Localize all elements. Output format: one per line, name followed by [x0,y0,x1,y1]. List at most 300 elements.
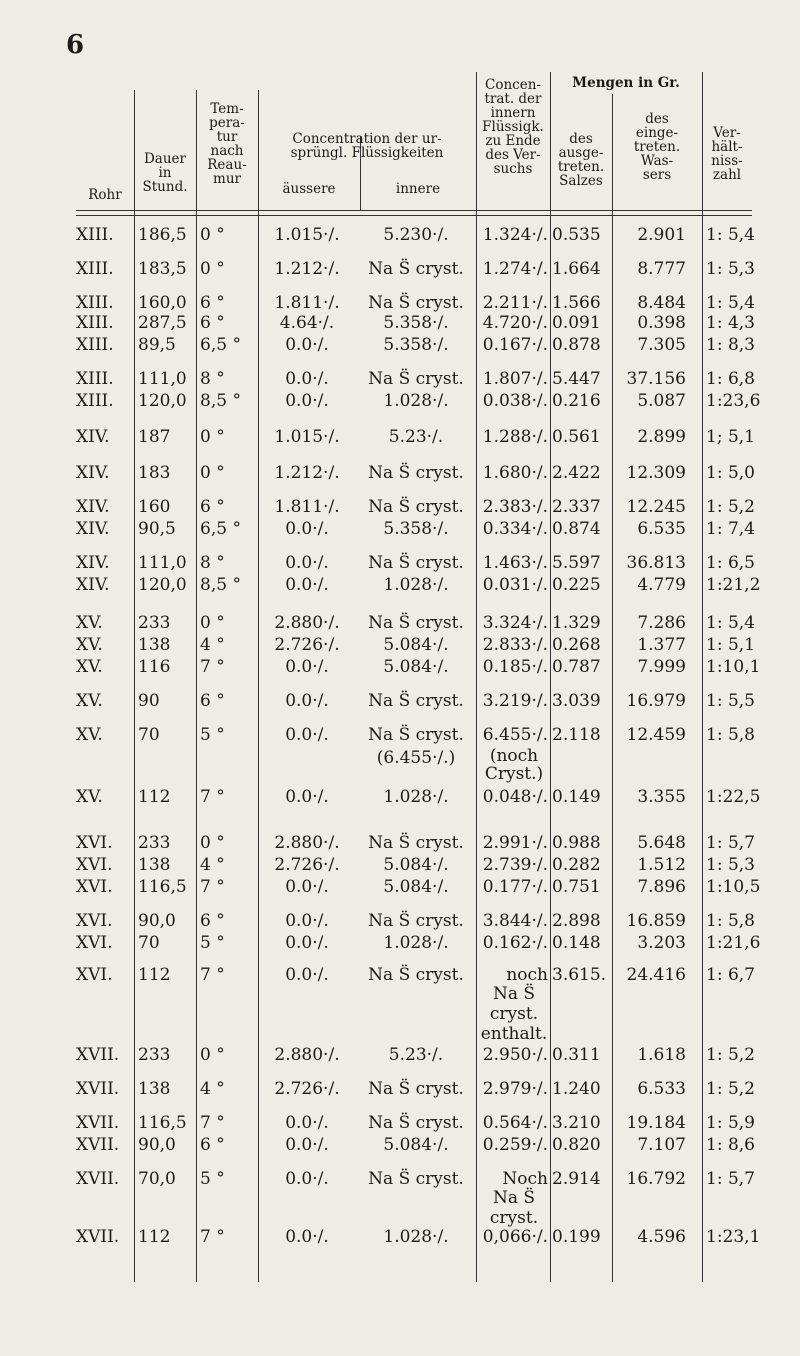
cell-innere: Na S̈ cryst. [368,497,464,517]
cell-conc: 0.259·/. [482,1135,548,1155]
cell-salz: 0.149 [552,787,601,807]
cell-continuation: cryst. [489,1208,539,1228]
cell-rohr: XIII. [76,293,114,313]
cell-innere: Na S̈ cryst. [368,1169,464,1189]
cell-verh: 1: 5,2 [706,1045,755,1065]
header-innere: innere [395,181,441,197]
cell-innere: Na S̈ cryst. [368,1113,464,1133]
cell-verh: 1:23,1 [706,1227,761,1247]
cell-conc: 3.219·/. [482,691,548,711]
cell-verh: 1:10,5 [706,877,761,897]
cell-dauer: 120,0 [138,391,187,411]
cell-conc: 0.162·/. [482,933,548,953]
cell-salz: 0.311 [552,1045,601,1065]
cell-conc: 0.177·/. [482,877,548,897]
cell-verh: 1; 5,1 [706,427,755,447]
cell-rohr: XVI. [76,933,113,953]
cell-verh: 1:21,6 [706,933,761,953]
cell-temp: 0 ° [200,225,225,245]
cell-salz: 3.210 [552,1113,601,1133]
cell-innere: Na S̈ cryst. [368,553,464,573]
cell-dauer: 183 [138,463,171,483]
table-row [76,334,755,358]
cell-innere: Na S̈ cryst. [368,1079,464,1099]
cell-dauer: 90,0 [138,911,176,931]
header-wassers: des einge- treten. Was- sers [633,111,681,183]
cell-rohr: XVII. [76,1113,120,1133]
cell-temp: 8 ° [200,553,225,573]
table-row [76,724,755,748]
cell-rohr: XV. [76,657,103,677]
cell-wasser: 7.305 [637,335,686,355]
cell-aussere: 0.0·/. [285,369,329,389]
table-row [76,574,761,598]
cell-verh: 1: 5,4 [706,293,755,313]
cell-innere: Na S̈ cryst. [368,613,464,633]
cell-conc: 4.720·/. [482,313,548,333]
cell-wasser: 1.512 [637,855,686,875]
cell-temp: 0 ° [200,1045,225,1065]
cell-aussere: 2.726·/. [274,635,340,655]
cell-temp: 0 ° [200,613,225,633]
data-table [76,72,761,1282]
cell-temp: 8 ° [200,369,225,389]
cell-conc: 6.455·/. [482,725,548,745]
cell-aussere: 1.015·/. [274,427,340,447]
cell-wasser: 19.184 [626,1113,686,1133]
cell-conc: 0.185·/. [482,657,548,677]
cell-aussere: 1.015·/. [274,225,340,245]
cell-dauer: 160,0 [138,293,187,313]
cell-verh: 1: 5,0 [706,463,755,483]
cell-dauer: 89,5 [138,335,176,355]
cell-wasser: 7.107 [637,1135,686,1155]
cell-salz: 2.914 [552,1169,601,1189]
cell-rohr: XIII. [76,313,114,333]
cell-salz: 1.329 [552,613,601,633]
table-row [76,1226,761,1250]
cell-wasser: 37.156 [626,369,686,389]
header-concentration-group: Concentration der ur- sprüngl. Flüssigkeiten [290,131,444,161]
cell-dauer: 116 [138,657,171,677]
cell-aussere: 0.0·/. [285,877,329,897]
cell-dauer: 287,5 [138,313,187,333]
cell-innere: 1.028·/. [383,575,449,595]
cell-temp: 4 ° [200,855,225,875]
cell-salz: 2.337 [552,497,601,517]
cell-verh: 1: 5,4 [706,225,755,245]
cell-rohr: XIV. [76,427,110,447]
cell-conc: 3.324·/. [482,613,548,633]
header-dauer: Dauer in Stund. [142,151,188,195]
header-rohr: Rohr [88,187,122,203]
cell-conc: 0.334·/. [482,519,548,539]
cell-innere: 1.028·/. [383,1227,449,1247]
cell-rohr: XIII. [76,335,114,355]
cell-wasser: 36.813 [626,553,686,573]
cell-dauer: 90,5 [138,519,176,539]
table-row [76,854,755,878]
cell-innere: 5.084·/. [383,657,449,677]
cell-verh: 1: 6,7 [706,965,755,985]
cell-conc: 2.991·/. [482,833,548,853]
cell-wasser: 4.779 [637,575,686,595]
cell-wasser: 16.979 [626,691,686,711]
cell-salz: 0.878 [552,335,601,355]
cell-wasser: 7.896 [637,877,686,897]
cell-rohr: XV. [76,635,103,655]
cell-aussere: 1.811·/. [274,293,340,313]
table-row [76,518,755,542]
table-row [76,462,755,486]
cell-temp: 5 ° [200,1169,225,1189]
cell-innere: Na S̈ cryst. [368,293,464,313]
cell-conc: 1.288·/. [482,427,548,447]
table-row [76,1134,755,1158]
cell-verh: 1:22,5 [706,787,761,807]
cell-dauer: 233 [138,833,171,853]
cell-innere: Na S̈ cryst. [368,259,464,279]
header-temperatur: Tem- pera- tur nach Reau- mur [207,101,247,187]
cell-conc: 2.979·/. [482,1079,548,1099]
cell-verh: 1: 5,8 [706,911,755,931]
cell-wasser: 16.792 [626,1169,686,1189]
cell-aussere: 0.0·/. [285,1169,329,1189]
cell-innere: 5.358·/. [383,335,449,355]
cell-aussere: 0.0·/. [285,1227,329,1247]
cell-temp: 6 ° [200,1135,225,1155]
cell-wasser: 12.459 [626,725,686,745]
cell-salz: 0.535 [552,225,601,245]
header-salzes: des ausge- treten. Salzes [557,131,605,189]
cell-verh: 1: 5,2 [706,497,755,517]
cell-dauer: 116,5 [138,877,187,897]
cell-continuation: (6.455·/.) [376,748,456,768]
header-aussere: äussere [282,181,336,197]
cell-dauer: 90,0 [138,1135,176,1155]
table-row [76,656,761,680]
cell-dauer: 112 [138,965,171,985]
cell-wasser: 2.899 [637,427,686,447]
cell-continuation: Na S̈ [492,1188,536,1208]
table-row [76,932,761,956]
cell-innere: Na S̈ cryst. [368,369,464,389]
cell-conc: 2.950·/. [482,1045,548,1065]
cell-salz: 0.091 [552,313,601,333]
cell-verh: 1:23,6 [706,391,761,411]
cell-conc: 0.038·/. [482,391,548,411]
cell-dauer: 187 [138,427,171,447]
cell-dauer: 70,0 [138,1169,176,1189]
cell-temp: 5 ° [200,933,225,953]
cell-salz: 2.422 [552,463,601,483]
cell-aussere: 0.0·/. [285,787,329,807]
cell-verh: 1: 5,7 [706,833,755,853]
cell-dauer: 233 [138,613,171,633]
cell-dauer: 112 [138,787,171,807]
cell-conc: 2.383·/. [482,497,548,517]
cell-innere: 5.358·/. [383,519,449,539]
cell-continuation: enthalt. [480,1024,548,1044]
cell-dauer: 111,0 [138,553,187,573]
cell-verh: 1: 6,5 [706,553,755,573]
cell-innere: 1.028·/. [383,391,449,411]
cell-conc: 0.031·/. [482,575,548,595]
header-verhaeltniss: Ver- hält- niss- zahl [711,125,743,183]
cell-dauer: 233 [138,1045,171,1065]
cell-dauer: 183,5 [138,259,187,279]
cell-aussere: 0.0·/. [285,933,329,953]
cell-innere: 1.028·/. [383,933,449,953]
cell-dauer: 112 [138,1227,171,1247]
cell-salz: 2.898 [552,911,601,931]
cell-dauer: 186,5 [138,225,187,245]
cell-salz: 0.148 [552,933,601,953]
cell-rohr: XVI. [76,965,113,985]
table-row [76,964,755,988]
cell-dauer: 160 [138,497,171,517]
cell-rohr: XVII. [76,1227,120,1247]
cell-temp: 0 ° [200,427,225,447]
cell-verh: 1: 5,9 [706,1113,755,1133]
cell-temp: 0 ° [200,259,225,279]
cell-salz: 1.566 [552,293,601,313]
cell-temp: 4 ° [200,1079,225,1099]
cell-verh: 1: 4,3 [706,313,755,333]
cell-aussere: 0.0·/. [285,725,329,745]
cell-continuation: Cryst.) [484,764,544,784]
cell-wasser: 3.203 [637,933,686,953]
cell-verh: 1: 5,1 [706,635,755,655]
cell-temp: 7 ° [200,1113,225,1133]
cell-verh: 1: 5,2 [706,1079,755,1099]
cell-aussere: 0.0·/. [285,391,329,411]
cell-conc: 0.564·/. [482,1113,548,1133]
cell-rohr: XV. [76,613,103,633]
cell-temp: 6,5 ° [200,335,241,355]
cell-aussere: 0.0·/. [285,657,329,677]
cell-salz: 2.118 [552,725,601,745]
cell-conc: 3.844·/. [482,911,548,931]
header-rule [76,210,752,211]
cell-wasser: 0.398 [637,313,686,333]
cell-wasser: 4.596 [637,1227,686,1247]
cell-dauer: 120,0 [138,575,187,595]
cell-wasser: 16.859 [626,911,686,931]
cell-salz: 3.039 [552,691,601,711]
table-row [76,496,755,520]
cell-salz: 0.874 [552,519,601,539]
cell-conc: 0.048·/. [482,787,548,807]
cell-rohr: XVII. [76,1169,120,1189]
cell-salz: 5.597 [552,553,601,573]
table-row [76,426,755,450]
cell-rohr: XVII. [76,1045,120,1065]
cell-aussere: 0.0·/. [285,553,329,573]
cell-conc: 2.833·/. [482,635,548,655]
cell-wasser: 2.901 [637,225,686,245]
cell-wasser: 5.648 [637,833,686,853]
cell-rohr: XIV. [76,497,110,517]
table-row [76,832,755,856]
cell-wasser: 8.777 [637,259,686,279]
cell-aussere: 1.212·/. [274,259,340,279]
cell-salz: 0.561 [552,427,601,447]
cell-aussere: 2.726·/. [274,855,340,875]
cell-verh: 1: 8,3 [706,335,755,355]
cell-innere: Na S̈ cryst. [368,725,464,745]
cell-innere: Na S̈ cryst. [368,691,464,711]
table-row [76,1044,755,1068]
cell-conc: Noch [502,1169,548,1189]
cell-conc: 2.739·/. [482,855,548,875]
cell-temp: 6 ° [200,497,225,517]
cell-wasser: 3.355 [637,787,686,807]
cell-aussere: 0.0·/. [285,965,329,985]
cell-wasser: 1.618 [637,1045,686,1065]
cell-temp: 7 ° [200,787,225,807]
table-row [76,1078,755,1102]
cell-rohr: XIV. [76,575,110,595]
cell-wasser: 7.999 [637,657,686,677]
cell-temp: 4 ° [200,635,225,655]
cell-conc: noch [506,965,548,985]
table-row [76,552,755,576]
cell-rohr: XVI. [76,855,113,875]
cell-verh: 1: 5,8 [706,725,755,745]
table-row [76,634,755,658]
cell-rohr: XVII. [76,1079,120,1099]
cell-aussere: 0.0·/. [285,911,329,931]
cell-rohr: XIII. [76,391,114,411]
cell-dauer: 138 [138,635,171,655]
cell-verh: 1: 5,3 [706,259,755,279]
cell-rohr: XV. [76,725,103,745]
cell-rohr: XIV. [76,463,110,483]
cell-verh: 1: 5,3 [706,855,755,875]
cell-aussere: 0.0·/. [285,519,329,539]
table-row [76,258,755,282]
table-row [76,1168,755,1192]
cell-rohr: XVI. [76,833,113,853]
cell-innere: 5.23·/. [388,1045,444,1065]
cell-dauer: 138 [138,1079,171,1099]
table-row [76,224,755,248]
cell-temp: 8,5 ° [200,575,241,595]
cell-salz: 0.268 [552,635,601,655]
cell-conc: 1.274·/. [482,259,548,279]
cell-rohr: XIV. [76,553,110,573]
cell-temp: 6 ° [200,691,225,711]
cell-wasser: 7.286 [637,613,686,633]
cell-innere: Na S̈ cryst. [368,911,464,931]
cell-temp: 7 ° [200,657,225,677]
cell-wasser: 6.535 [637,519,686,539]
cell-verh: 1: 8,6 [706,1135,755,1155]
cell-continuation: Na S̈ [492,984,536,1004]
table-row [76,612,755,636]
cell-rohr: XVI. [76,911,113,931]
cell-wasser: 24.416 [626,965,686,985]
table-row [76,390,761,414]
cell-continuation: cryst. [489,1004,539,1024]
cell-aussere: 0.0·/. [285,335,329,355]
cell-conc: 1.680·/. [482,463,548,483]
cell-temp: 0 ° [200,833,225,853]
cell-wasser: 1.377 [637,635,686,655]
cell-rohr: XVII. [76,1135,120,1155]
cell-salz: 5.447 [552,369,601,389]
cell-verh: 1: 5,5 [706,691,755,711]
cell-wasser: 5.087 [637,391,686,411]
cell-salz: 0.199 [552,1227,601,1247]
cell-conc: 1.324·/. [482,225,548,245]
cell-salz: 0.225 [552,575,601,595]
cell-salz: 1.240 [552,1079,601,1099]
cell-verh: 1: 7,4 [706,519,755,539]
cell-wasser: 12.309 [626,463,686,483]
cell-rohr: XIII. [76,369,114,389]
cell-aussere: 2.880·/. [274,1045,340,1065]
cell-verh: 1:21,2 [706,575,761,595]
cell-innere: 1.028·/. [383,787,449,807]
cell-verh: 1: 5,7 [706,1169,755,1189]
cell-temp: 6 ° [200,911,225,931]
cell-verh: 1:10,1 [706,657,761,677]
cell-conc: 1.807·/. [482,369,548,389]
cell-wasser: 12.245 [626,497,686,517]
cell-salz: 0.787 [552,657,601,677]
cell-salz: 1.664 [552,259,601,279]
table-row [76,910,755,934]
cell-temp: 6 ° [200,313,225,333]
cell-aussere: 0.0·/. [285,1135,329,1155]
cell-aussere: 2.880·/. [274,613,340,633]
cell-temp: 8,5 ° [200,391,241,411]
cell-aussere: 0.0·/. [285,575,329,595]
table-row [76,690,755,714]
cell-temp: 6,5 ° [200,519,241,539]
cell-dauer: 116,5 [138,1113,187,1133]
cell-temp: 6 ° [200,293,225,313]
cell-conc: 0,066·/. [482,1227,548,1247]
cell-innere: 5.084·/. [383,635,449,655]
cell-aussere: 4.64·/. [279,313,335,333]
cell-dauer: 111,0 [138,369,187,389]
cell-dauer: 90 [138,691,160,711]
cell-aussere: 1.212·/. [274,463,340,483]
cell-salz: 0.216 [552,391,601,411]
header-mengen-group: Mengen in Gr. [572,75,680,91]
cell-innere: 5.358·/. [383,313,449,333]
cell-rohr: XV. [76,691,103,711]
cell-verh: 1: 6,8 [706,369,755,389]
cell-aussere: 2.726·/. [274,1079,340,1099]
cell-rohr: XVI. [76,877,113,897]
cell-wasser: 8.484 [637,293,686,313]
cell-salz: 0.820 [552,1135,601,1155]
cell-wasser: 6.533 [637,1079,686,1099]
cell-rohr: XIII. [76,225,114,245]
cell-aussere: 1.811·/. [274,497,340,517]
cell-dauer: 138 [138,855,171,875]
header-rule [76,215,752,216]
table-row [76,1112,755,1136]
cell-dauer: 70 [138,725,160,745]
cell-temp: 7 ° [200,965,225,985]
table-row [76,368,755,392]
cell-innere: 5.23·/. [388,427,444,447]
